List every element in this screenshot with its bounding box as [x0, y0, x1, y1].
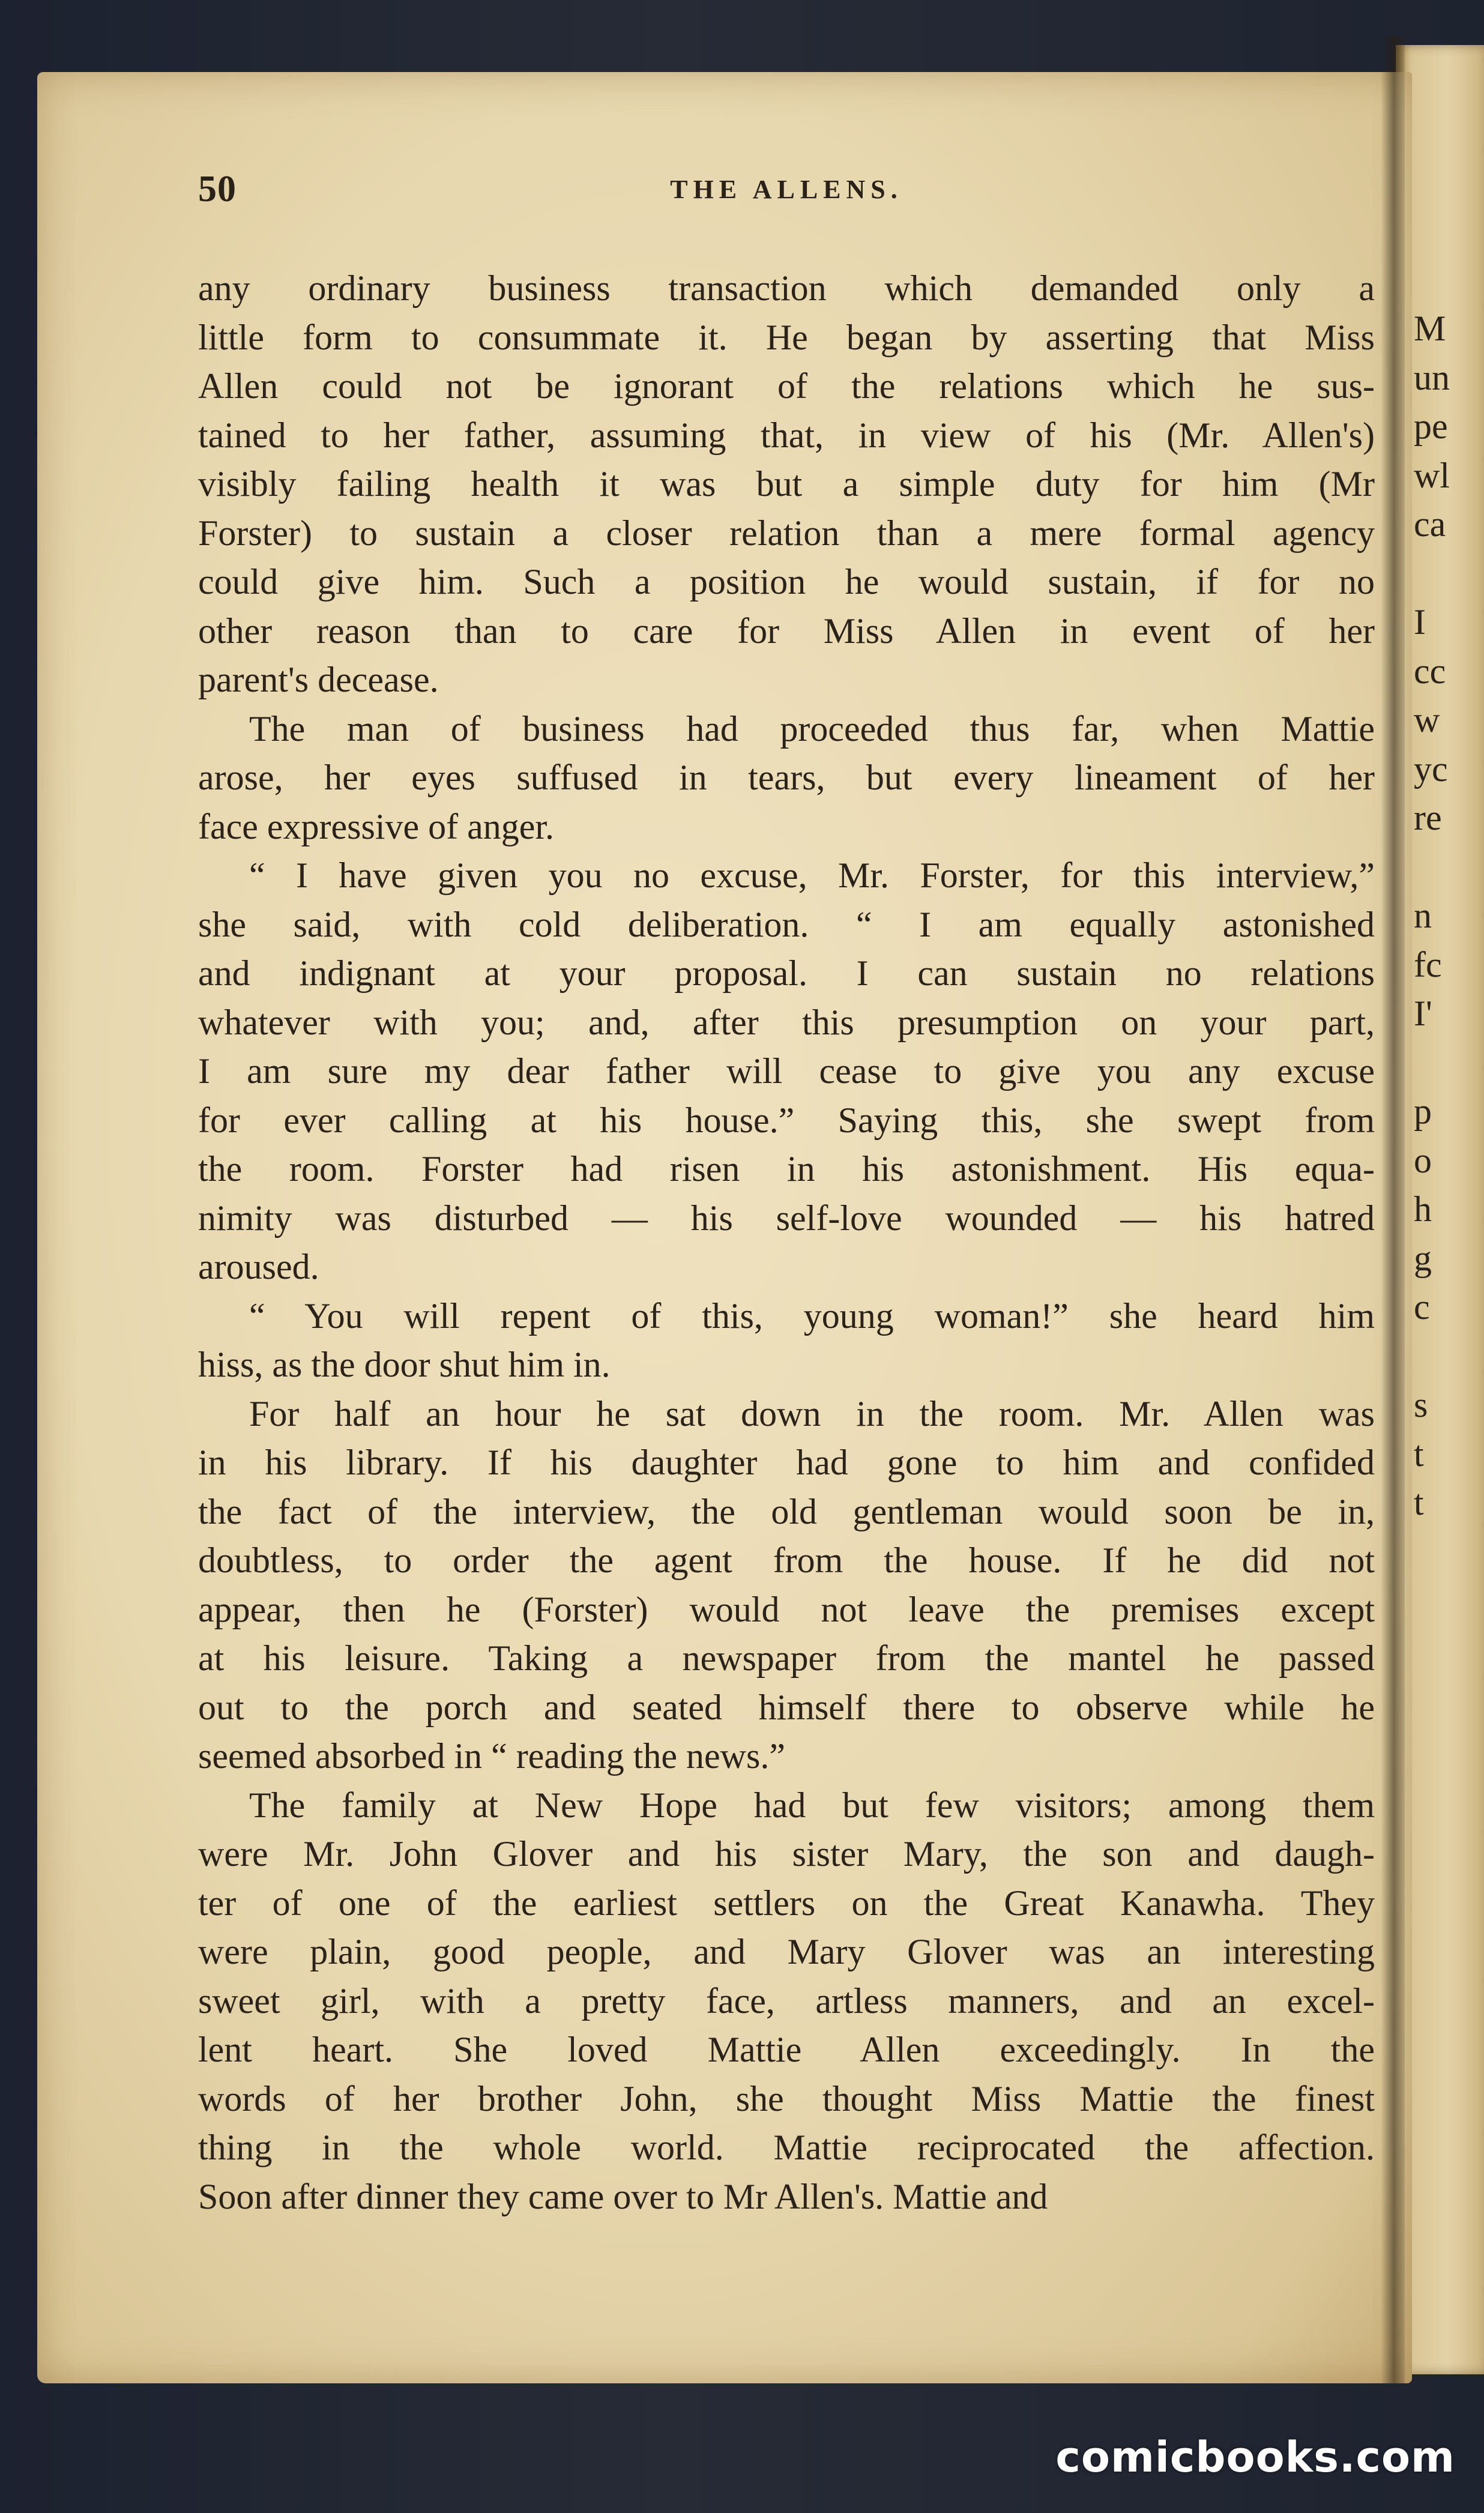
text-line: for ever calling at his house.” Saying this, she swept from	[198, 1100, 1375, 1140]
facing-page-fragment	[1414, 843, 1450, 892]
text-line: other reason than to care for Miss Allen in event of her	[198, 611, 1375, 651]
facing-page-fragment: I'	[1414, 994, 1432, 1033]
text-line: little form to consummate it. He began by asserting that Miss	[198, 317, 1375, 357]
facing-page-fragment: I	[1414, 602, 1426, 642]
text-line: visibly failing health it was but a simple duty for him (Mr	[198, 464, 1375, 504]
text-line: in his library. If his daughter had gone to him and confided	[198, 1443, 1375, 1482]
facing-page-fragment: h	[1414, 1189, 1432, 1229]
text-line: nimity was disturbed — his self-love wounded — his hatred	[198, 1198, 1375, 1238]
facing-page-fragment: re	[1414, 798, 1442, 837]
text-line: ter of one of the earliest settlers on the Great Kanawha. They	[198, 1883, 1375, 1923]
facing-page-fragment: t	[1414, 1434, 1424, 1474]
facing-page-fragment: n	[1414, 896, 1432, 935]
text-line: could give him. Such a position he would sustain, if for no	[198, 562, 1375, 602]
text-line: The man of business had proceeded thus far, when Mattie	[249, 708, 1375, 749]
text-line: lent heart. She loved Mattie Allen exceedingly. In the	[198, 2030, 1375, 2069]
text-line: the room. Forster had risen in his astonishment. His equa-	[198, 1149, 1375, 1189]
body-text	[198, 264, 1375, 2221]
text-line: doubtless, to order the agent from the house. If he did not	[198, 1540, 1375, 1580]
text-line: tained to her father, assuming that, in view of his (Mr. Allen's)	[198, 415, 1375, 455]
page-header	[198, 168, 1375, 216]
text-line: sweet girl, with a pretty face, artless manners, and an excel-	[198, 1981, 1375, 2021]
text-line: were Mr. John Glover and his sister Mary, the son and daugh-	[198, 1834, 1375, 1874]
page-gutter-shadow	[1381, 36, 1405, 2383]
watermark: comicbooks.com	[1055, 2433, 1455, 2482]
facing-page-fragment: cc	[1414, 651, 1446, 691]
text-line: arose, her eyes suffused in tears, but every lineament of her	[198, 758, 1375, 797]
facing-page-fragment: M	[1414, 309, 1446, 348]
facing-page-text	[1414, 304, 1450, 1528]
facing-page-fragment: c	[1414, 1287, 1430, 1327]
facing-page-fragment: g	[1414, 1238, 1432, 1278]
facing-page-fragment: wl	[1414, 455, 1450, 495]
text-line: thing in the whole world. Mattie reciprocated the affection.	[198, 2128, 1375, 2167]
facing-page-fragment: fc	[1414, 944, 1442, 985]
facing-page-fragment: ca	[1414, 504, 1446, 544]
text-line: out to the porch and seated himself there to observe while he	[198, 1687, 1375, 1727]
text-line: hiss, as the door shut him in.	[198, 1345, 611, 1384]
page-number: 50	[198, 169, 237, 210]
facing-page-fragment	[1414, 1332, 1450, 1381]
facing-page-fragment: yc	[1414, 749, 1448, 789]
facing-page-fragment	[1414, 1039, 1450, 1088]
text-line: face expressive of anger.	[198, 806, 555, 846]
text-line: seemed absorbed in “ reading the news.”	[198, 1736, 785, 1776]
facing-page-fragment: un	[1414, 357, 1450, 397]
text-line: appear, then he (Forster) would not leave the premises except	[198, 1589, 1375, 1629]
facing-page-fragment: p	[1414, 1091, 1432, 1131]
facing-page-fragment	[1414, 549, 1450, 599]
text-line: parent's decease.	[198, 660, 439, 699]
facing-page-fragment: pe	[1414, 406, 1448, 446]
text-line: “ I have given you no excuse, Mr. Forster, for this interview,”	[249, 855, 1375, 895]
text-line: The family at New Hope had but few visitors; among them	[249, 1785, 1375, 1825]
facing-page-fragment: t	[1414, 1483, 1424, 1522]
text-line: she said, with cold deliberation. “ I am equally astonished	[198, 904, 1375, 944]
text-line: Soon after dinner they came over to Mr Allen's. Mattie and	[198, 2176, 1048, 2216]
text-line: Allen could not be ignorant of the relations which he sus-	[198, 366, 1375, 406]
running-head: THE ALLENS.	[670, 175, 903, 204]
text-line: the fact of the interview, the old gentleman would soon be in,	[198, 1491, 1375, 1531]
text-line: any ordinary business transaction which demanded only a	[198, 268, 1375, 308]
text-line: whatever with you; and, after this presumption on your part,	[198, 1002, 1375, 1042]
text-line: were plain, good people, and Mary Glover was an interesting	[198, 1932, 1375, 1971]
facing-page-fragment: s	[1414, 1385, 1428, 1425]
text-line: words of her brother John, she thought Miss Mattie the finest	[198, 2078, 1375, 2119]
text-line: at his leisure. Taking a newspaper from the mantel he passed	[198, 1638, 1375, 1678]
text-line: For half an hour he sat down in the room. Mr. Allen was	[249, 1393, 1375, 1434]
text-line: I am sure my dear father will cease to give you any excuse	[198, 1051, 1375, 1091]
text-line: Forster) to sustain a closer relation than a mere formal agency	[198, 513, 1375, 553]
text-line: aroused.	[198, 1247, 319, 1287]
text-line: “ You will repent of this, young woman!” she heard him	[249, 1296, 1375, 1336]
text-line: and indignant at your proposal. I can sustain no relations	[198, 953, 1375, 993]
facing-page-fragment: w	[1414, 700, 1440, 740]
facing-page-fragment: o	[1414, 1140, 1432, 1180]
